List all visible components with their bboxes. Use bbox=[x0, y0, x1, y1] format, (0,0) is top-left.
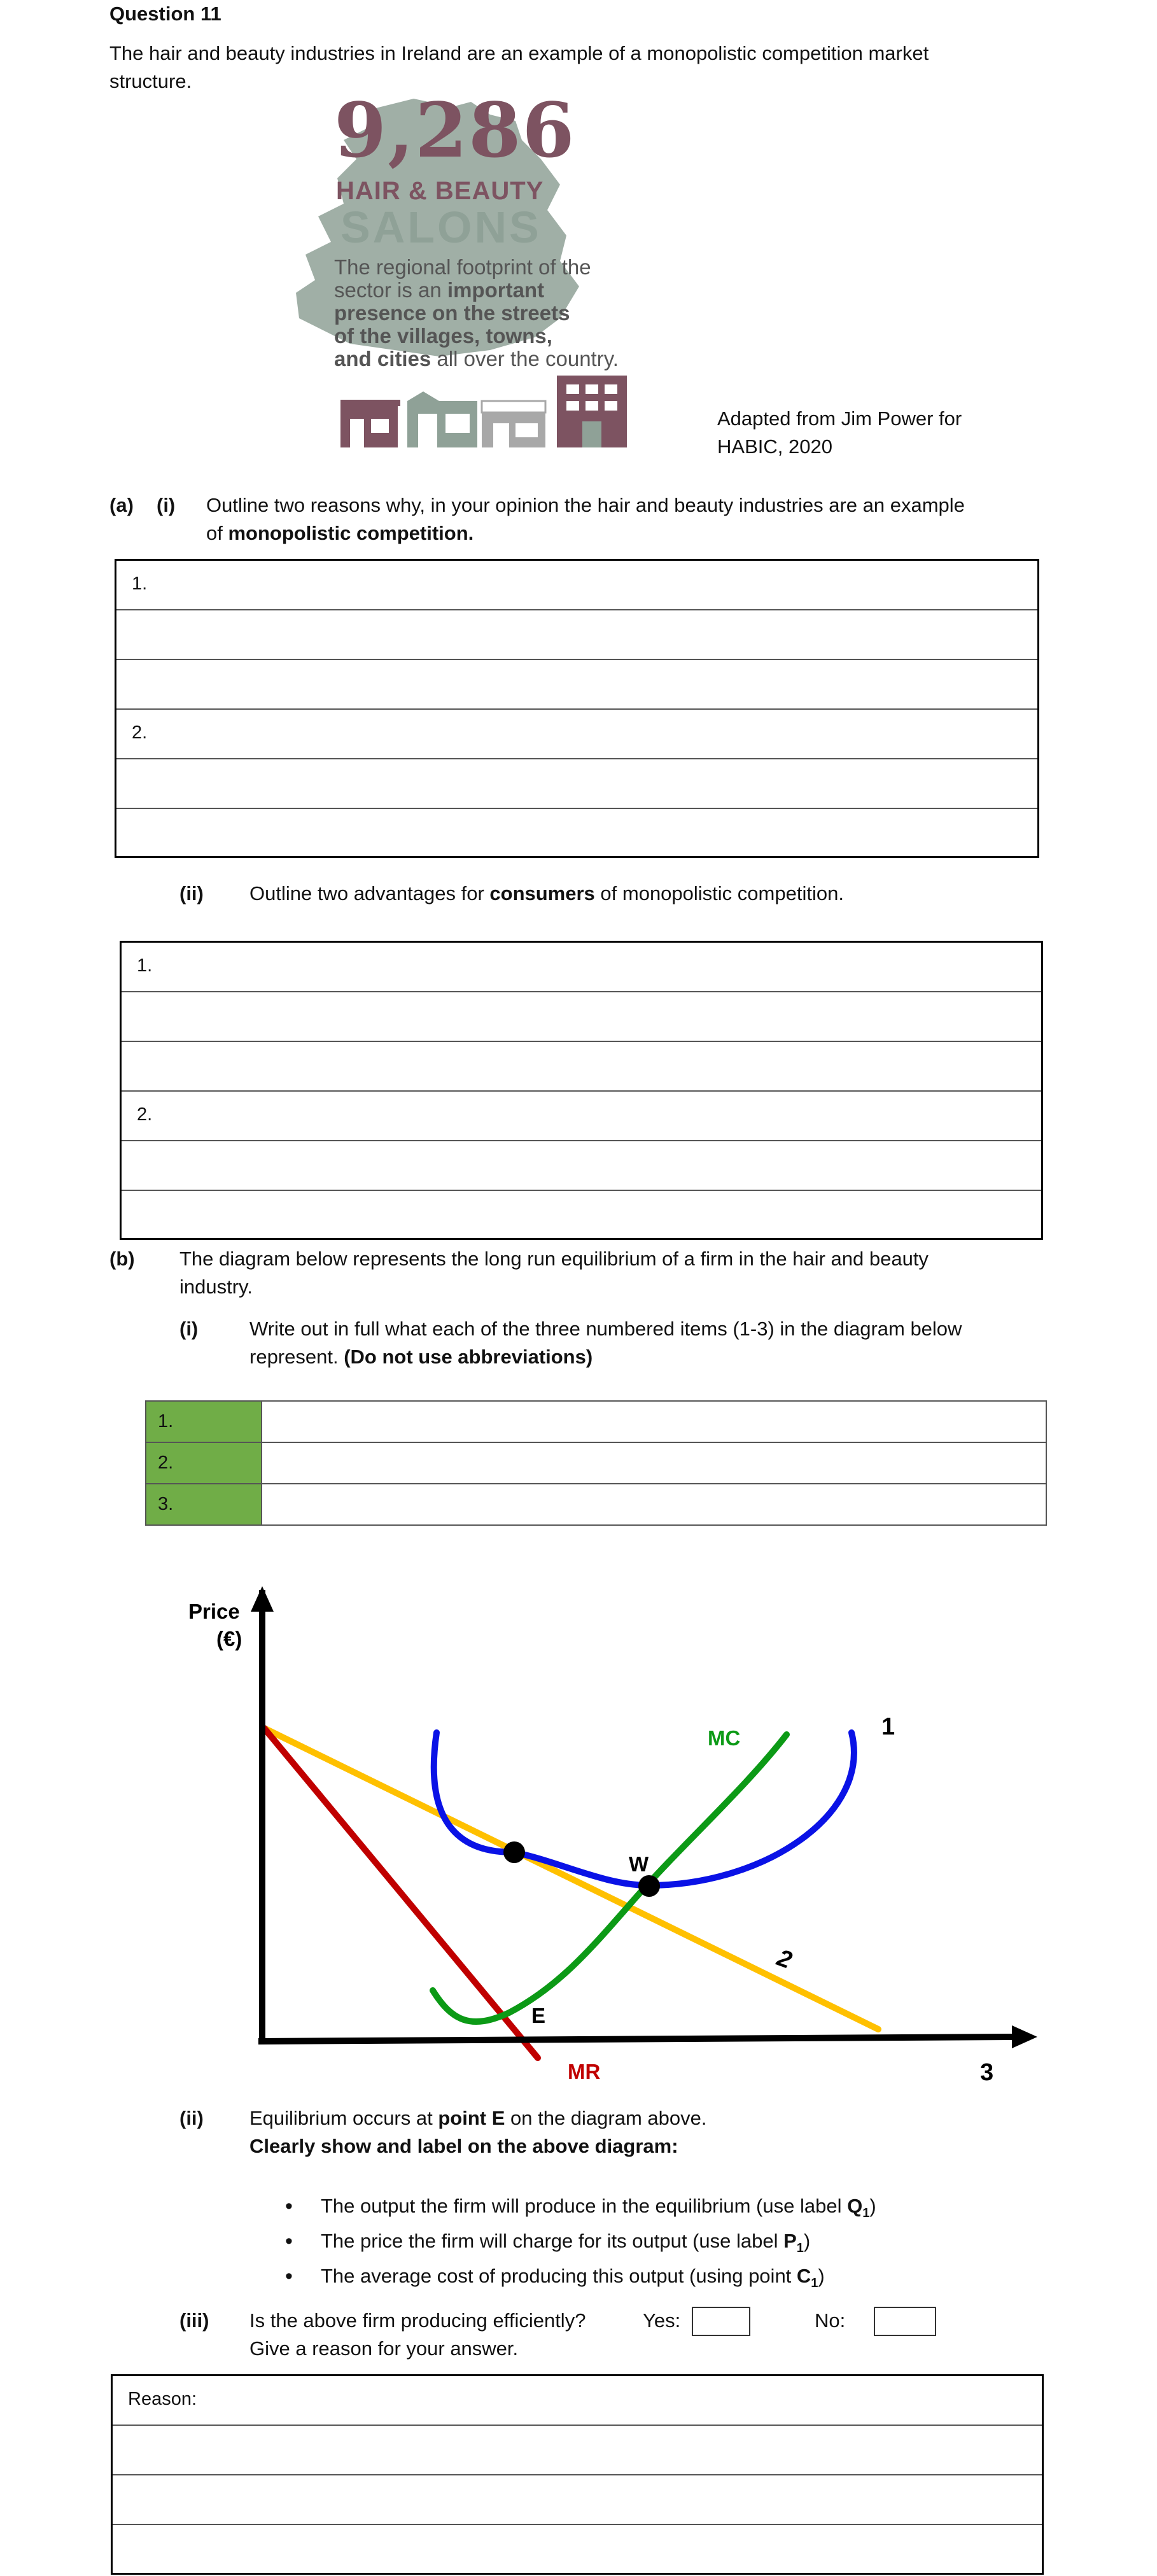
no-checkbox[interactable] bbox=[874, 2307, 936, 2336]
answer-row[interactable] bbox=[113, 2475, 1042, 2525]
part-a-i-line-2: of monopolistic competition. bbox=[206, 522, 474, 544]
diagram-key-table bbox=[145, 1400, 1047, 1526]
part-b-i-line-2: represent. (Do not use abbreviations) bbox=[249, 1346, 593, 1368]
answer-row[interactable] bbox=[116, 809, 1037, 859]
y-axis-label-price: Price bbox=[188, 1600, 240, 1623]
part-a-i-label: (i) bbox=[157, 494, 176, 516]
intro-line-2: structure. bbox=[109, 70, 192, 92]
bullet-item: • The average cost of producing this output (using point $C_1$) bbox=[285, 2262, 876, 2297]
part-ii-line-2: Clearly show and label on the above diagram: bbox=[249, 2135, 678, 2157]
part-a-label: (a) bbox=[109, 494, 134, 516]
answer-box-a-ii[interactable] bbox=[120, 941, 1043, 1240]
source-line-1: Adapted from Jim Power for bbox=[717, 407, 962, 430]
point-e-label: E bbox=[531, 2004, 546, 2027]
diagram-label-1: 1 bbox=[881, 1714, 895, 1740]
answer-row[interactable]: Reason: bbox=[113, 2376, 1042, 2426]
infographic-text-3: presence on the streets bbox=[334, 301, 570, 325]
answer-row[interactable] bbox=[116, 610, 1037, 660]
ar-demand-curve bbox=[264, 1728, 878, 2029]
y-axis-label-currency: (€) bbox=[216, 1627, 242, 1650]
point-w bbox=[638, 1875, 660, 1897]
diagram-label-3: 3 bbox=[980, 2059, 994, 2086]
salons-heading: SALONS bbox=[340, 202, 542, 252]
answer-row[interactable]: 2. bbox=[116, 710, 1037, 759]
part-iii-label: (iii) bbox=[179, 2309, 209, 2332]
yes-label: Yes: bbox=[643, 2309, 681, 2332]
answer-row[interactable] bbox=[113, 2426, 1042, 2475]
answer-row[interactable] bbox=[122, 1141, 1041, 1191]
diagram-label-2: 2 bbox=[773, 1944, 796, 1974]
part-a-ii-text: Outline two advantages for consumers of monopolistic competition. bbox=[249, 882, 844, 904]
part-b-line-2: industry. bbox=[179, 1276, 253, 1298]
answer-row[interactable]: 1. bbox=[122, 943, 1041, 992]
part-a-ii-label: (ii) bbox=[179, 882, 204, 904]
key-answer-cell[interactable] bbox=[262, 1484, 1046, 1525]
salon-count: 9,286 bbox=[334, 86, 576, 174]
answer-row[interactable] bbox=[113, 2525, 1042, 2575]
mc-label: MC bbox=[708, 1726, 741, 1750]
key-number: 3. bbox=[146, 1484, 262, 1525]
intro-line-1: The hair and beauty industries in Ireland are an example of a monopolistic competition market bbox=[109, 42, 929, 64]
hair-beauty-heading: HAIR & BEAUTY bbox=[336, 177, 544, 205]
part-iii-question: Is the above firm producing efficiently? bbox=[249, 2309, 586, 2332]
yes-checkbox[interactable] bbox=[692, 2307, 750, 2336]
bullet-item: • The price the firm will charge for its output (use label $P_1$) bbox=[285, 2227, 876, 2262]
part-ii-label: (ii) bbox=[179, 2107, 204, 2129]
part-b-line-1: The diagram below represents the long run equilibrium of a firm in the hair and beauty bbox=[179, 1248, 929, 1270]
answer-box-a-i[interactable] bbox=[115, 559, 1039, 858]
point-w-label: W bbox=[629, 1852, 649, 1876]
answer-row[interactable]: 2. bbox=[122, 1092, 1041, 1141]
part-b-label: (b) bbox=[109, 1248, 135, 1270]
key-answer-cell[interactable] bbox=[262, 1401, 1046, 1442]
answer-row[interactable] bbox=[116, 660, 1037, 710]
salons-infographic bbox=[280, 86, 687, 452]
no-label: No: bbox=[815, 2309, 846, 2332]
bullet-item: • The output the firm will produce in the equilibrium (use label $Q_1$) bbox=[285, 2192, 876, 2227]
ac-ar-tangent-point bbox=[503, 1841, 525, 1863]
part-b-i-line-1: Write out in full what each of the three numbered items (1-3) in the diagram below bbox=[249, 1318, 962, 1340]
mr-curve bbox=[264, 1728, 538, 2058]
reason-answer-box[interactable] bbox=[111, 2374, 1044, 2575]
infographic-text-2: sector is an important bbox=[334, 278, 545, 302]
source-line-2: HABIC, 2020 bbox=[717, 435, 832, 458]
shopfront-icons bbox=[340, 376, 646, 449]
answer-row[interactable] bbox=[116, 759, 1037, 809]
infographic-text-4: of the villages, towns, bbox=[334, 324, 552, 348]
long-run-equilibrium-diagram[interactable] bbox=[0, 1566, 1157, 2107]
y-axis-arrow bbox=[251, 1586, 274, 1612]
question-title: Question 11 bbox=[109, 3, 221, 25]
mr-label: MR bbox=[568, 2060, 601, 2083]
part-ii-bullet-list bbox=[285, 2192, 876, 2298]
answer-row[interactable] bbox=[122, 992, 1041, 1042]
part-b-i-label: (i) bbox=[179, 1318, 199, 1340]
part-iii-line-2: Give a reason for your answer. bbox=[249, 2337, 519, 2360]
answer-row[interactable]: 1. bbox=[116, 561, 1037, 610]
x-axis bbox=[258, 2037, 1012, 2041]
answer-row[interactable] bbox=[122, 1191, 1041, 1241]
infographic-text-1: The regional footprint of the bbox=[334, 255, 591, 279]
part-ii-line-1: Equilibrium occurs at point E on the diagram above. bbox=[249, 2107, 707, 2129]
part-a-i-line-1: Outline two reasons why, in your opinion the hair and beauty industries are an example bbox=[206, 494, 965, 516]
key-number: 2. bbox=[146, 1442, 262, 1484]
answer-row[interactable] bbox=[122, 1042, 1041, 1092]
infographic-text-5: and cities all over the country. bbox=[334, 347, 619, 370]
key-number: 1. bbox=[146, 1401, 262, 1442]
key-answer-cell[interactable] bbox=[262, 1442, 1046, 1484]
x-axis-arrow bbox=[1012, 2025, 1037, 2048]
